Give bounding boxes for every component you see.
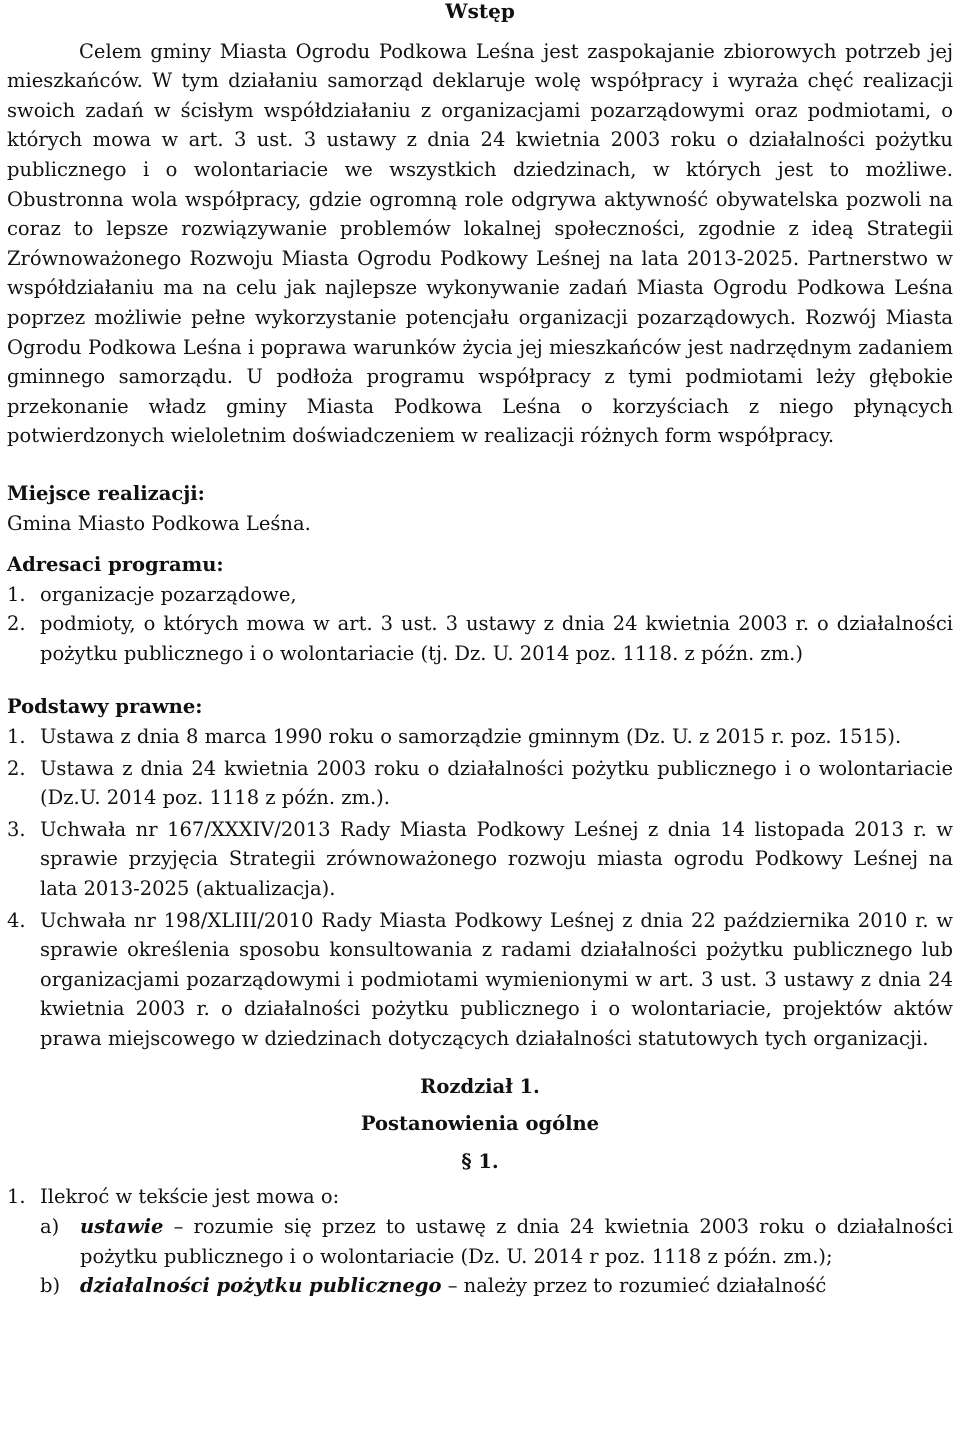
place-value: Gmina Miasto Podkowa Leśna. [7, 511, 311, 535]
list-number: 1. [7, 1185, 26, 1209]
chapter-title: Rozdział 1. [420, 1074, 540, 1098]
definition-letter: b) [40, 1274, 61, 1298]
list-item [7, 609, 953, 668]
list-item [7, 580, 953, 610]
list-number: 1. [7, 582, 26, 606]
list-text: Ustawa z dnia 24 kwietnia 2003 roku o działalności pożytku publicznego i o wolontariacie (Dz.U. 2014 poz. 1118 z późn. zm.). [40, 756, 953, 810]
list-item [7, 754, 953, 813]
list-text: podmioty, o których mowa w art. 3 ust. 3 ustawy z dnia 24 kwietnia 2003 r. o działalności pożytku publicznego i o wolontariacie (tj. Dz. U. 2014 poz. 1118. z późn. zm.) [40, 612, 953, 665]
definitions-list [7, 1212, 953, 1301]
list-number: 2. [7, 612, 26, 636]
definitions-intro [7, 1182, 953, 1212]
definition-item [40, 1271, 953, 1301]
definition-term: ustawie [80, 1214, 164, 1238]
definition-letter: a) [40, 1214, 60, 1238]
list-number: 4. [7, 908, 26, 932]
list-number: 3. [7, 817, 26, 841]
definition-term: działalności pożytku publicznego [80, 1274, 442, 1298]
list-item [7, 815, 953, 904]
definition-text: – należy przez to rozumieć działalność [441, 1274, 827, 1298]
addressees-list [7, 580, 953, 669]
intro-paragraph: Celem gminy Miasta Ogrodu Podkowa Leśna jest zaspokajanie zbiorowych potrzeb jej mieszkańców. W tym działaniu samorząd deklaruje wolę współpracy i wyraża chęć realizacji swoich zadań w ścisłym współdziałaniu z organizacjami pozarządowymi oraz podmiotami, o których mowa w art. 3 ust. 3 ustawy z dnia 24 kwietnia 2003 roku o działalności pożytku publicznego i o wolontariacie we wszystkich dziedzinach, w których jest to możliwe. Obustronna wola współpracy, gdzie ogromną role odgrywa aktywność obywatelska pozwoli na coraz to lepsze rozwiązywanie problemów lokalnej społeczności, zgodnie z ideą Strategii Zrównoważonego Rozwoju Miasta Ogrodu Podkowy Leśnej na lata 2013-2025. Partnerstwo w współdziałaniu ma na celu jak najlepsze wykonywanie zadań Miasta Ogrodu Podkowa Leśna poprzez możliwie pełne wykorzystanie potencjału organizacji pozarządowych. Rozwój Miasta Ogrodu Podkowa Leśna i poprawa warunków życia jej mieszkańców jest nadrzędnym zadaniem gminnego samorządu. U podłoża programu współpracy z tymi podmiotami leży głębokie przekonanie władz gminy Miasta Podkowa Leśna o korzyściach z niego płynących potwierdzonych wieloletnim doświadczeniem w realizacji różnych form współpracy. [7, 39, 953, 448]
list-text: Uchwała nr 198/XLIII/2010 Rady Miasta Podkowy Leśnej z dnia 22 października 2010 r. w sprawie określenia sposobu konsultowania z radami działalności pożytku publicznego lub organizacjami pozarządowymi i podmiotami wymienionymi w art. 3 ust. 3 ustawy z dnia 24 kwietnia 2003 r. o działalności pożytku publicznego i o wolontariacie, projektów aktów prawa miejscowego w dziedzinach dotyczących działalności statutowych tych organizacji. [40, 908, 953, 1050]
definition-item [40, 1212, 953, 1271]
list-text: Ustawa z dnia 8 marca 1990 roku o samorządzie gminnym (Dz. U. z 2015 r. poz. 1515). [40, 725, 902, 749]
list-text: Uchwała nr 167/XXXIV/2013 Rady Miasta Podkowy Leśnej z dnia 14 listopada 2013 r. w sprawie przyjęcia Strategii zrównoważonego rozwoju miasta ogrodu Podkowy Leśnej na lata 2013-2025 (aktualizacja). [40, 817, 953, 901]
definitions-intro-text: Ilekroć w tekście jest mowa o: [40, 1185, 340, 1209]
list-number: 2. [7, 756, 26, 780]
list-item [7, 906, 953, 1054]
page-title: Wstęp [445, 0, 515, 23]
place-label: Miejsce realizacji: [7, 481, 205, 505]
definition-text: – rozumie się przez to ustawę z dnia 24 kwietnia 2003 roku o działalności pożytku publicznego i o wolontariacie (Dz. U. 2014 r poz. 1118 z późn. zm.); [80, 1214, 953, 1268]
addressees-label: Adresaci programu: [7, 553, 224, 577]
list-item [7, 722, 953, 752]
legal-label: Podstawy prawne: [7, 695, 203, 719]
paragraph-heading: § 1. [461, 1149, 499, 1173]
list-number: 1. [7, 725, 26, 749]
legal-list [7, 722, 953, 1054]
chapter-subtitle: Postanowienia ogólne [360, 1112, 600, 1136]
list-text: organizacje pozarządowe, [40, 582, 297, 606]
